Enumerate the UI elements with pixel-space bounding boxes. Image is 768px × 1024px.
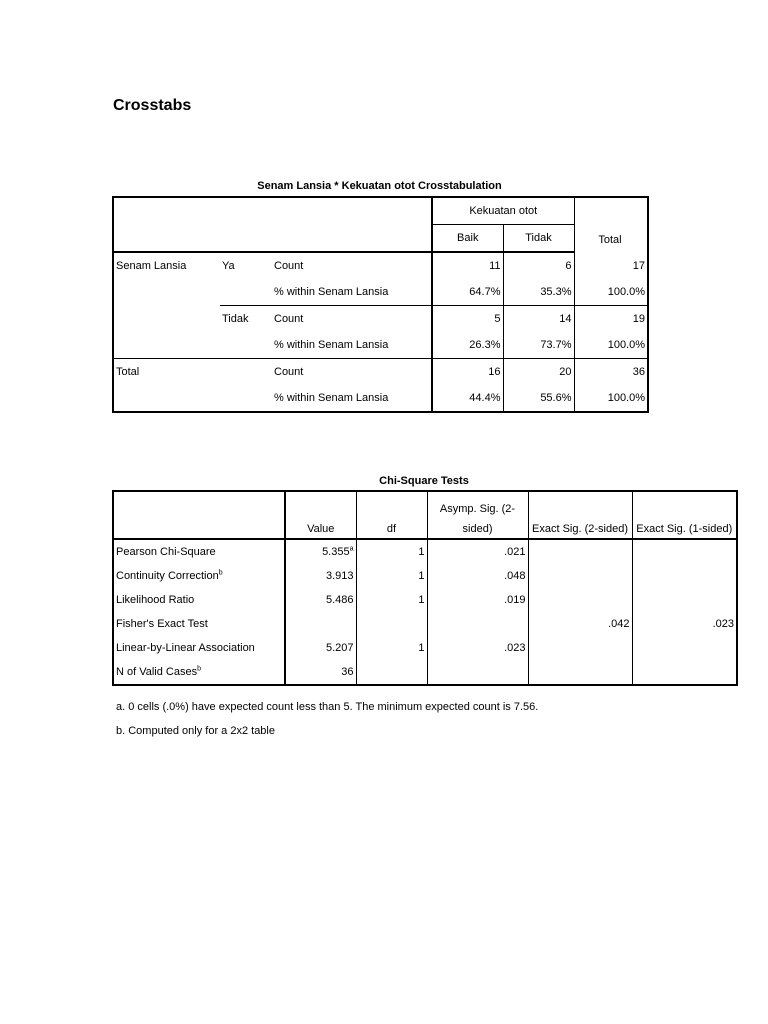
row-label: Pearson Chi-Square (116, 546, 216, 558)
row-label: Likelihood Ratio (116, 594, 195, 606)
row-var-label: Senam Lansia (113, 252, 220, 279)
page-title: Crosstabs (113, 97, 192, 114)
cell-value (285, 612, 356, 636)
cell-exact2 (528, 660, 632, 685)
col-header-asymp (427, 491, 528, 539)
row-label-ya: Ya (222, 260, 235, 272)
col-header-df: df (356, 491, 427, 539)
stat-label: Count (274, 366, 304, 378)
cell: 100.0% (574, 332, 648, 359)
cell-exact2 (528, 539, 632, 564)
col-header-exact1: Exact Sig. (1-sided) (632, 491, 737, 539)
cell-df (356, 660, 427, 685)
stat-label: % within Senam Lansia (272, 279, 432, 306)
cell: 100.0% (574, 279, 648, 306)
cell: 36 (574, 359, 648, 386)
table-row (113, 588, 737, 612)
col-header-total: Total (598, 234, 622, 246)
chi-square-table (112, 490, 738, 686)
cell-value: 3.913 (285, 564, 356, 588)
stat-label: Count (274, 260, 304, 272)
group-header: Kekuatan otot (432, 197, 574, 225)
cell: 20 (503, 359, 574, 386)
col-header-tidak: Tidak (503, 225, 574, 253)
cell: 73.7% (503, 332, 574, 359)
cell-exact1 (632, 564, 737, 588)
cell-asymp: .023 (427, 636, 528, 660)
cell-df: 1 (356, 564, 427, 588)
cell-value: 36 (285, 660, 356, 685)
cell: 5 (432, 306, 503, 333)
col-header-value: Value (285, 491, 356, 539)
footnote-b: b. Computed only for a 2x2 table (116, 725, 275, 737)
table-row (113, 636, 737, 660)
cell-value: 5.355$^a$ (285, 539, 356, 564)
stat-label: % within Senam Lansia (272, 332, 432, 359)
cell-exact1 (632, 636, 737, 660)
cell-asymp: .019 (427, 588, 528, 612)
crosstab-table (112, 196, 649, 413)
cell: 6 (503, 252, 574, 279)
row-label: Fisher's Exact Test (116, 618, 208, 630)
cell-exact1: .023 (632, 612, 737, 636)
cell-asymp (427, 612, 528, 636)
cell-df: 1 (356, 588, 427, 612)
row-label: Linear-by-Linear Association (116, 642, 255, 654)
cell: 44.4% (432, 385, 503, 412)
table-row (113, 564, 737, 588)
asymp-line1: Asymp. Sig. (2- (439, 503, 516, 515)
cell: 26.3% (432, 332, 503, 359)
col-header-exact2: Exact Sig. (2-sided) (528, 491, 632, 539)
stat-label: % within Senam Lansia (272, 385, 432, 412)
footnote-a: a. 0 cells (.0%) have expected count less than 5. The minimum expected count is 7.56. (116, 701, 539, 713)
cell-df (356, 612, 427, 636)
cell: 16 (432, 359, 503, 386)
crosstab-title: Senam Lansia * Kekuatan otot Crosstabulation (257, 180, 502, 192)
row-label: N of Valid Cases$^b$ (116, 665, 202, 678)
cell: 55.6% (503, 385, 574, 412)
cell-asymp: .021 (427, 539, 528, 564)
cell: 19 (574, 306, 648, 333)
cell: 14 (503, 306, 574, 333)
cell-df: 1 (356, 539, 427, 564)
cell: 11 (432, 252, 503, 279)
stat-label: Count (274, 313, 304, 325)
cell-exact1 (632, 660, 737, 685)
cell-asymp (427, 660, 528, 685)
chi-title: Chi-Square Tests (379, 475, 469, 487)
row-label-tidak: Tidak (222, 313, 249, 325)
cell-value: 5.207 (285, 636, 356, 660)
cell: 35.3% (503, 279, 574, 306)
row-label-total: Total (113, 359, 220, 386)
cell-asymp: .048 (427, 564, 528, 588)
table-row (113, 539, 737, 564)
cell-exact2 (528, 564, 632, 588)
cell-exact1 (632, 588, 737, 612)
col-header-baik: Baik (432, 225, 503, 253)
cell-exact2: .042 (528, 612, 632, 636)
table-row (113, 612, 737, 636)
cell: 64.7% (432, 279, 503, 306)
cell-df: 1 (356, 636, 427, 660)
row-label: Continuity Correction$^b$ (116, 569, 223, 582)
cell-exact1 (632, 539, 737, 564)
cell: 100.0% (574, 385, 648, 412)
table-row (113, 660, 737, 685)
cell: 17 (574, 252, 648, 279)
cell-exact2 (528, 588, 632, 612)
asymp-line2: sided) (462, 523, 493, 535)
cell-exact2 (528, 636, 632, 660)
cell-value: 5.486 (285, 588, 356, 612)
